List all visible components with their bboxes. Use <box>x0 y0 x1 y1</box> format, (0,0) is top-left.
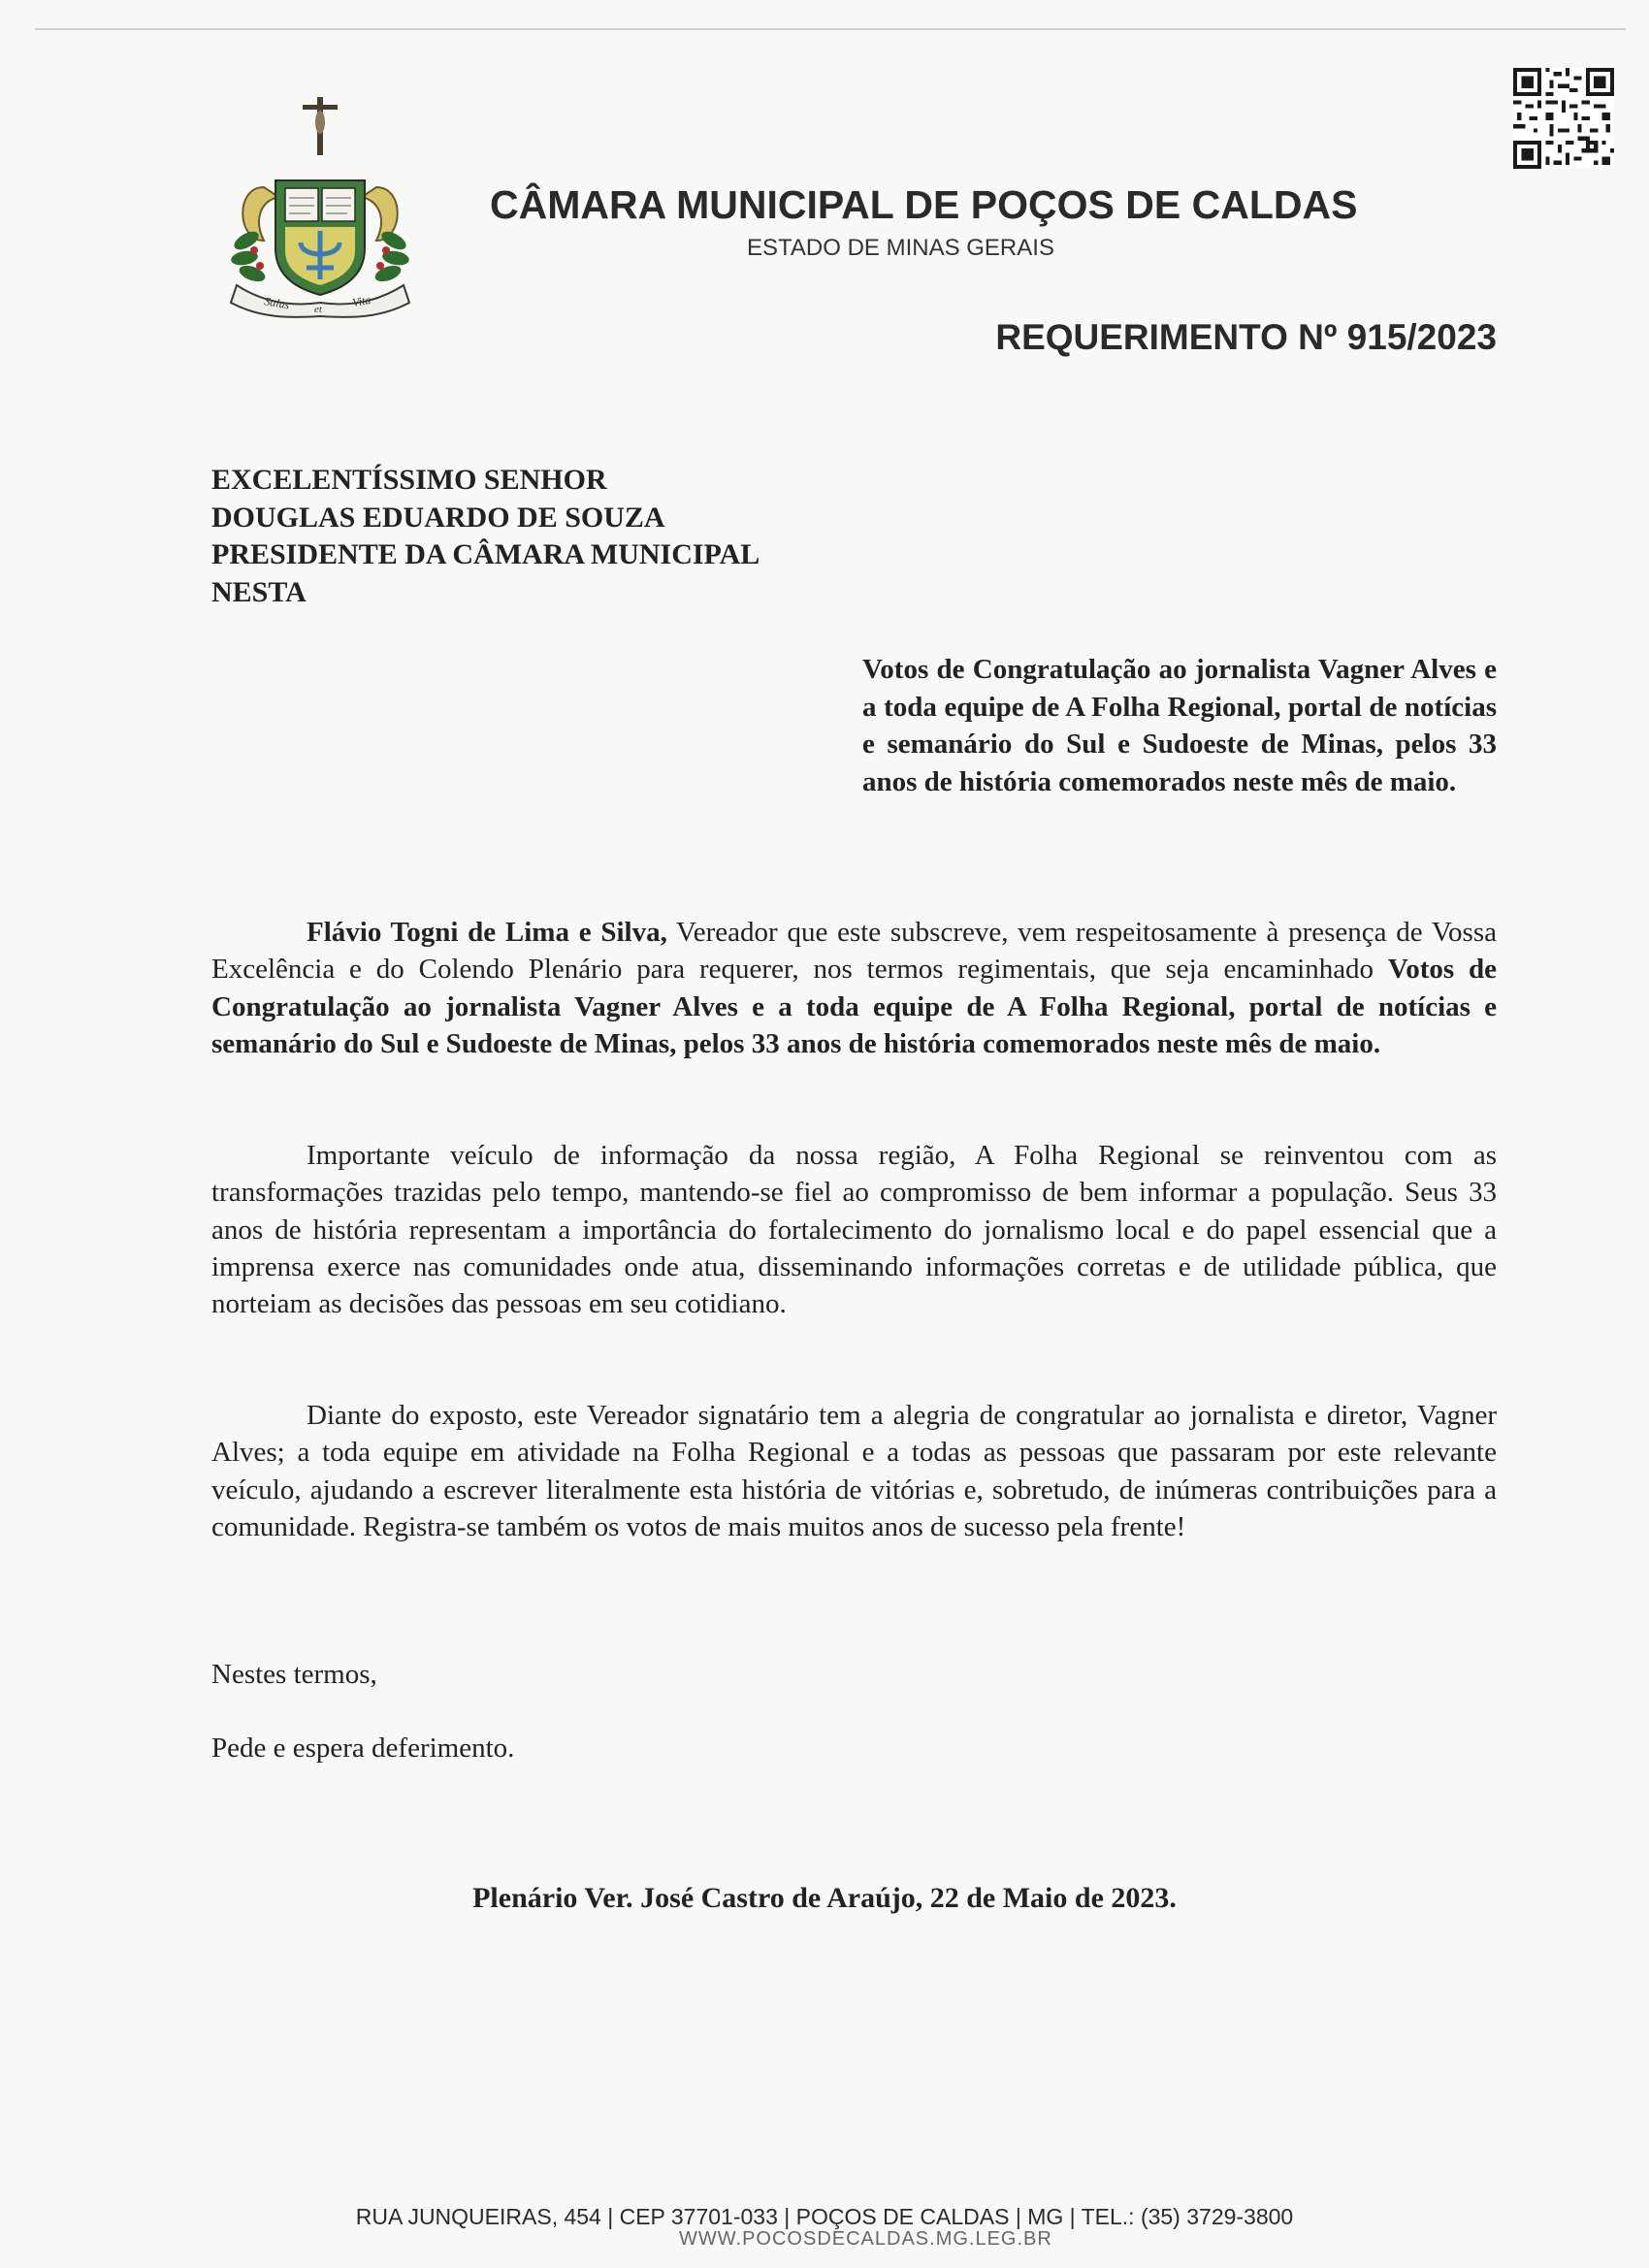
addressee-block <box>211 462 760 611</box>
paragraph-text: Importante veículo de informação da nossa região, A Folha Regional se reinventou com as transformações trazidas pelo tempo, mantendo-se fiel ao compromisso de bem informar a população. Seus 33 anos de história representam a importância do fortalecimento do jornalismo local e do papel essencial que a imprensa exerce nas comunidades onde atua, disseminando informações corretas e de utilidade pública, que norteiam as decisões das pessoas em seu cotidiano. <box>211 1140 1497 1320</box>
top-rule <box>35 28 1626 30</box>
body-paragraph-3 <box>211 1397 1497 1545</box>
addressee-line: DOUGLAS EDUARDO DE SOUZA <box>211 501 665 534</box>
body-paragraph-2 <box>211 1137 1497 1322</box>
footer-website: WWW.POCOSDECALDAS.MG.LEG.BR <box>679 2228 1052 2250</box>
svg-text:Salus: Salus <box>263 294 291 312</box>
qr-code-icon <box>1513 68 1614 169</box>
signature-place-date: Plenário Ver. José Castro de Araújo, 22 de Maio de 2023. <box>472 1882 1177 1914</box>
addressee-line: PRESIDENTE DA CÂMARA MUNICIPAL <box>211 538 760 570</box>
body-paragraph-1 <box>211 914 1497 1062</box>
coat-of-arms-icon <box>225 95 415 318</box>
addressee-line: NESTA <box>211 575 307 608</box>
ementa-summary: Votos de Congratulação ao jornalista Vagner Alves e a toda equipe de A Folha Regional, portal de notícias e semanário do Sul e Sudoeste de Minas, pelos 33 anos de história comemorados neste mês de maio. <box>862 654 1497 797</box>
footer-website-cropped <box>679 2228 1052 2250</box>
svg-text:Vita: Vita <box>351 292 372 309</box>
addressee-line: EXCELENTÍSSIMO SENHOR <box>211 464 607 496</box>
closing-line-2: Pede e espera deferimento. <box>211 1733 515 1764</box>
svg-text:et: et <box>314 304 322 315</box>
state-subtitle: ESTADO DE MINAS GERAIS <box>747 235 1054 261</box>
document-number: REQUERIMENTO Nº 915/2023 <box>995 317 1497 357</box>
footer-address: RUA JUNQUEIRAS, 454 | CEP 37701-033 | POÇOS DE CALDAS | MG | TEL.: (35) 3729-3800 <box>355 2204 1294 2229</box>
paragraph-text: Vereador que este subscreve, vem respeitosamente à presença de Vossa Excelência e do Colendo Plenário para requerer, nos termos regimentais, que seja encaminhado <box>211 917 1498 986</box>
organization-title: CÂMARA MUNICIPAL DE POÇOS DE CALDAS <box>490 182 1358 227</box>
closing-line-1: Nestes termos, <box>211 1659 377 1690</box>
author-name: Flávio Togni de Lima e Silva, <box>307 917 667 948</box>
paragraph-text: Diante do exposto, este Vereador signatário tem a alegria de congratular ao jornalista e diretor, Vagner Alves; a toda equipe em atividade na Folha Regional e a todas as pessoas que passaram por este relevante veículo, ajudando a escrever literalmente esta história de vitórias e, sobretudo, de inúmeras contribuições para a comunidade. Registra-se também os votos de mais muitos anos de sucesso pela frente! <box>211 1400 1497 1542</box>
paragraph-emphasis: Votos de Congratulação ao jornalista Vagner Alves e a toda equipe de A Folha Regional, portal de notícias e semanário do Sul e Sudoeste de Minas, pelos 33 anos de história comemorados neste mês de maio. <box>211 954 1497 1059</box>
